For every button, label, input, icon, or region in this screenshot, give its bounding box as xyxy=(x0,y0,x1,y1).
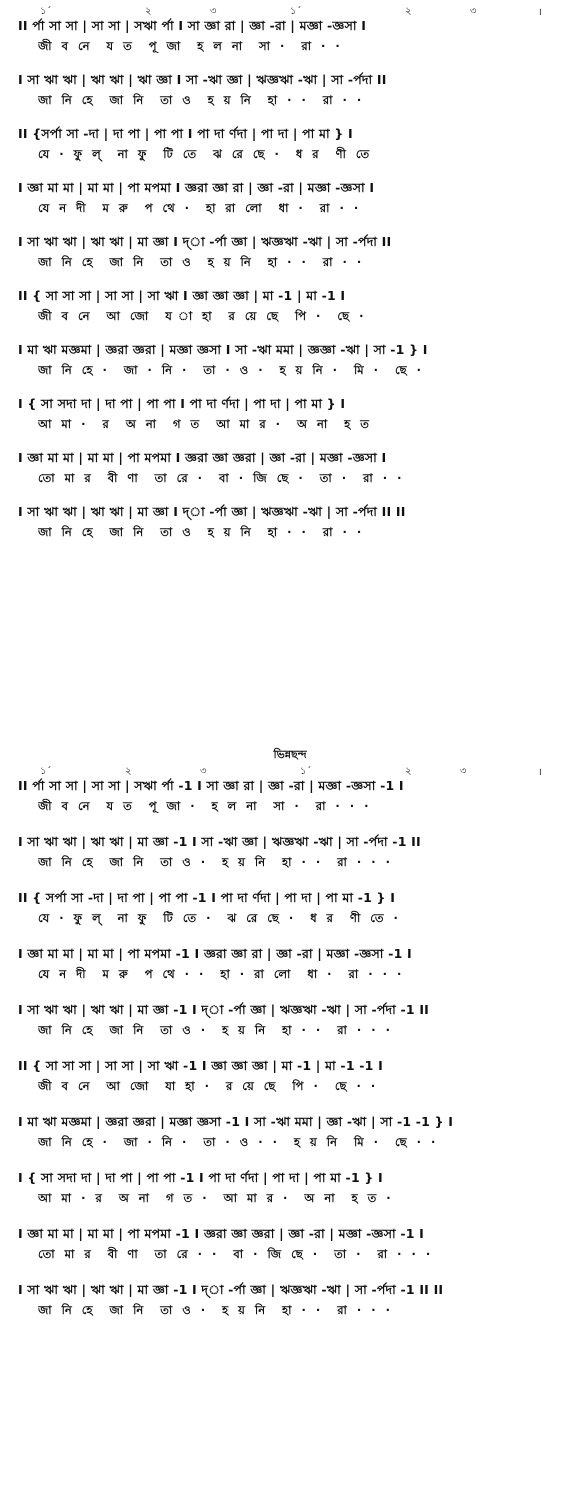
lyric-line: জা নি হে জা নি তা ও হ য় নি হা · · রা · · xyxy=(38,255,365,269)
swara-line: I জ্ঞা মা মা | মা মা | পা মপমা I জ্ঞরা জ্ঞা রা | জ্ঞা -রা | মজ্ঞা -জ্ঞসা I xyxy=(18,180,375,195)
swara-line: I সা ঋা ঋা | ঋা ঋা | মা জ্ঞা -1 I দ্‌া -র্পা জ্ঞা | ঋজ্ঞঋা -ঋা | সা -র্পদা -1 II II xyxy=(18,1282,444,1297)
beat-mark: ৩ xyxy=(210,6,217,17)
lyric-line: জী ব নে আ জো য া হা র য়ে ছে পি · ছে · xyxy=(38,309,367,323)
notation-line-block xyxy=(0,946,580,1002)
lyric-line: জী ব নে আ জো যা হা · র য়ে ছে পি · ছে · · xyxy=(38,1079,379,1093)
notation-line-block xyxy=(0,1114,580,1170)
swara-line: I { সা সদা দা | দা পা | পা পা I পা দা র্ণদা | পা দা | পা মা } I xyxy=(18,396,346,411)
lyric-line: জা নি হে জা নি তা ও · হ য় নি হা · · রা · · · xyxy=(38,1023,393,1037)
lyric-line: তো মা র বী ণা তা রে · · বা · জি ছে · তা · রা · · · xyxy=(38,1247,434,1261)
lyric-line: যে ন দী ম রু প থে · · হা · রা লো ধা · রা · · · xyxy=(38,967,405,981)
lyric-line: জা নি হে · জা · নি · তা · ও · হ য় নি · মি · ছে · xyxy=(38,363,425,377)
notation-line-block xyxy=(0,834,580,890)
swara-line: II র্পা সা সা | সা সা | সঋা র্পা I সা জ্ঞা রা | জ্ঞা -রা | মজ্ঞা -জ্ঞসা I xyxy=(18,18,367,33)
lyric-line: জী ব নে য ত পূ জা · হ ল না সা · রা · · · xyxy=(38,799,372,813)
beat-mark: ২ xyxy=(405,766,412,777)
swara-line: I সা ঋা ঋা | ঋা ঋা | ঋা জ্ঞা I সা -ঋা জ্ঞা | ঋজ্ঞঋা -ঋা | সা -র্পদা II xyxy=(18,72,387,87)
swara-line: I { সা সদা দা | দা পা | পা পা -1 I পা দা র্ণদা | পা দা | পা মা -1 } I xyxy=(18,1170,383,1185)
beat-marks-row xyxy=(0,764,580,778)
lyric-line: জা নি হে জা নি তা ও হ য় নি হা · · রা · · xyxy=(38,93,365,107)
swara-line: I জ্ঞা মা মা | মা মা | পা মপমা -1 I জ্ঞরা জ্ঞা জ্ঞরা | জ্ঞা -রা | মজ্ঞা -জ্ঞসা -1 I xyxy=(18,1226,425,1241)
lyric-line: জা নি হে জা নি তা ও · হ য় নি হা · · রা · · · xyxy=(38,1303,393,1317)
swara-line: II { সা সা সা | সা সা | সা ঋা -1 I জ্ঞা জ্ঞা জ্ঞা | মা -1 | মা -1 -1 I xyxy=(18,1058,383,1073)
lyric-line: জা নি হে জা নি তা ও হ য় নি হা · · রা · · xyxy=(38,525,365,539)
notation-section-2 xyxy=(0,764,580,1338)
lyric-line: তো মা র বী ণা তা রে · বা · জি ছে · তা · রা · · xyxy=(38,471,405,485)
notation-line-block xyxy=(0,1170,580,1226)
notation-line-block xyxy=(0,288,580,342)
beat-mark: ২ xyxy=(405,6,412,17)
notation-section-1 xyxy=(0,4,580,558)
notation-line-block xyxy=(0,234,580,288)
lyric-line: জী ব নে য ত পূ জা হ ল না সা · রা · · xyxy=(38,39,343,53)
swara-line: I সা ঋা ঋা | ঋা ঋা | মা জ্ঞা I দ্‌া -র্পা জ্ঞা | ঋজ্ঞঋা -ঋা | সা -র্পদা II xyxy=(18,234,392,249)
beat-marks-row xyxy=(0,4,580,18)
beat-mark: । xyxy=(538,767,542,778)
notation-line-block xyxy=(0,18,580,72)
swara-line: I সা ঋা ঋা | ঋা ঋা | মা জ্ঞা -1 I সা -ঋা জ্ঞা | ঋজ্ঞঋা -ঋা | সা -র্পদা -1 II xyxy=(18,834,421,849)
beat-mark: । xyxy=(538,7,542,18)
swara-line: II { সর্পা সা -দা | দা পা | পা পা -1 I পা দা র্ণদা | পা দা | পা মা -1 } I xyxy=(18,890,396,905)
swara-line: I সা ঋা ঋা | ঋা ঋা | মা জ্ঞা -1 I দ্‌া -র্পা জ্ঞা | ঋজ্ঞঋা -ঋা | সা -র্পদা -1 II xyxy=(18,1002,430,1017)
swara-line: I মা ঋা মজ্ঞমা | জ্ঞরা জ্ঞরা | মজ্ঞা জ্ঞসা I সা -ঋা মমা | জ্ঞজ্ঞা -ঋা | সা -1 } I xyxy=(18,342,428,357)
notation-line-block xyxy=(0,778,580,834)
beat-mark: ১´ xyxy=(40,6,52,17)
notation-line-block xyxy=(0,890,580,946)
lyric-line: আ মা · র অ না গ ত আ মা র · অ না হ ত xyxy=(38,417,372,431)
swara-line: II { সা সা সা | সা সা | সা ঋা I জ্ঞা জ্ঞা জ্ঞা | মা -1 | মা -1 I xyxy=(18,288,346,303)
lyric-line: জা নি হে জা নি তা ও · হ য় নি হা · · রা · · · xyxy=(38,855,393,869)
notation-line-block xyxy=(0,72,580,126)
swara-line: II {সর্পা সা -দা | দা পা | পা পা I পা দা র্ণদা | পা দা | পা মা } I xyxy=(18,126,353,141)
beat-mark: ১´ xyxy=(40,766,52,777)
beat-mark: ২ xyxy=(145,6,152,17)
swara-line: I মা ঋা মজ্ঞমা | জ্ঞরা জ্ঞরা | মজ্ঞা জ্ঞসা -1 I সা -ঋা মমা | জ্ঞা -ঋা | সা -1 -1 } I xyxy=(18,1114,454,1129)
notation-line-block xyxy=(0,396,580,450)
swara-line: I জ্ঞা মা মা | মা মা | পা মপমা -1 I জ্ঞরা জ্ঞা রা | জ্ঞা -রা | মজ্ঞা -জ্ঞসা -1 I xyxy=(18,946,412,961)
notation-blocks xyxy=(0,18,580,558)
notation-line-block xyxy=(0,180,580,234)
swara-line: II র্পা সা সা | সা সা | সঋা র্পা -1 I সা জ্ঞা রা | জ্ঞা -রা | মজ্ঞা -জ্ঞসা -1 I xyxy=(18,778,404,793)
lyric-line: জা নি হে · জা · নি · তা · ও · · হ য় নি মি · ছে · · xyxy=(38,1135,439,1149)
lyric-line: যে ন দী ম রু প থে · হা রা লো ধা · রা · · xyxy=(38,201,362,215)
notation-blocks xyxy=(0,778,580,1338)
notation-line-block xyxy=(0,450,580,504)
notation-line-block xyxy=(0,342,580,396)
beat-mark: ৩ xyxy=(460,766,467,777)
notation-line-block xyxy=(0,1002,580,1058)
beat-mark: ১´ xyxy=(290,6,302,17)
notation-line-block xyxy=(0,1058,580,1114)
notation-line-block xyxy=(0,1226,580,1282)
beat-mark: ২ xyxy=(125,766,132,777)
section-title: ভিন্নছন্দ xyxy=(273,748,307,761)
lyric-line: যে · ফু ল্ না ফু টি তে ঝ রে ছে · ধ র ণী তে xyxy=(38,147,373,161)
swara-line: I সা ঋা ঋা | ঋা ঋা | মা জ্ঞা I দ্‌া -র্পা জ্ঞা | ঋজ্ঞঋা -ঋা | সা -র্পদা II II xyxy=(18,504,406,519)
notation-line-block xyxy=(0,1282,580,1338)
swara-line: I জ্ঞা মা মা | মা মা | পা মপমা I জ্ঞরা জ্ঞা জ্ঞরা | জ্ঞা -রা | মজ্ঞা -জ্ঞসা I xyxy=(18,450,387,465)
lyric-line: আ মা · র অ না গ ত · আ মা র · অ না হ ত · xyxy=(38,1191,394,1205)
beat-mark: ১´ xyxy=(300,766,312,777)
notation-line-block xyxy=(0,126,580,180)
beat-mark: ৩ xyxy=(200,766,207,777)
lyric-line: যে · ফু ল্ না ফু টি তে · ঝ রে ছে · ধ র ণী তে · xyxy=(38,911,401,925)
notation-line-block xyxy=(0,504,580,558)
beat-mark: ৩ xyxy=(470,6,477,17)
